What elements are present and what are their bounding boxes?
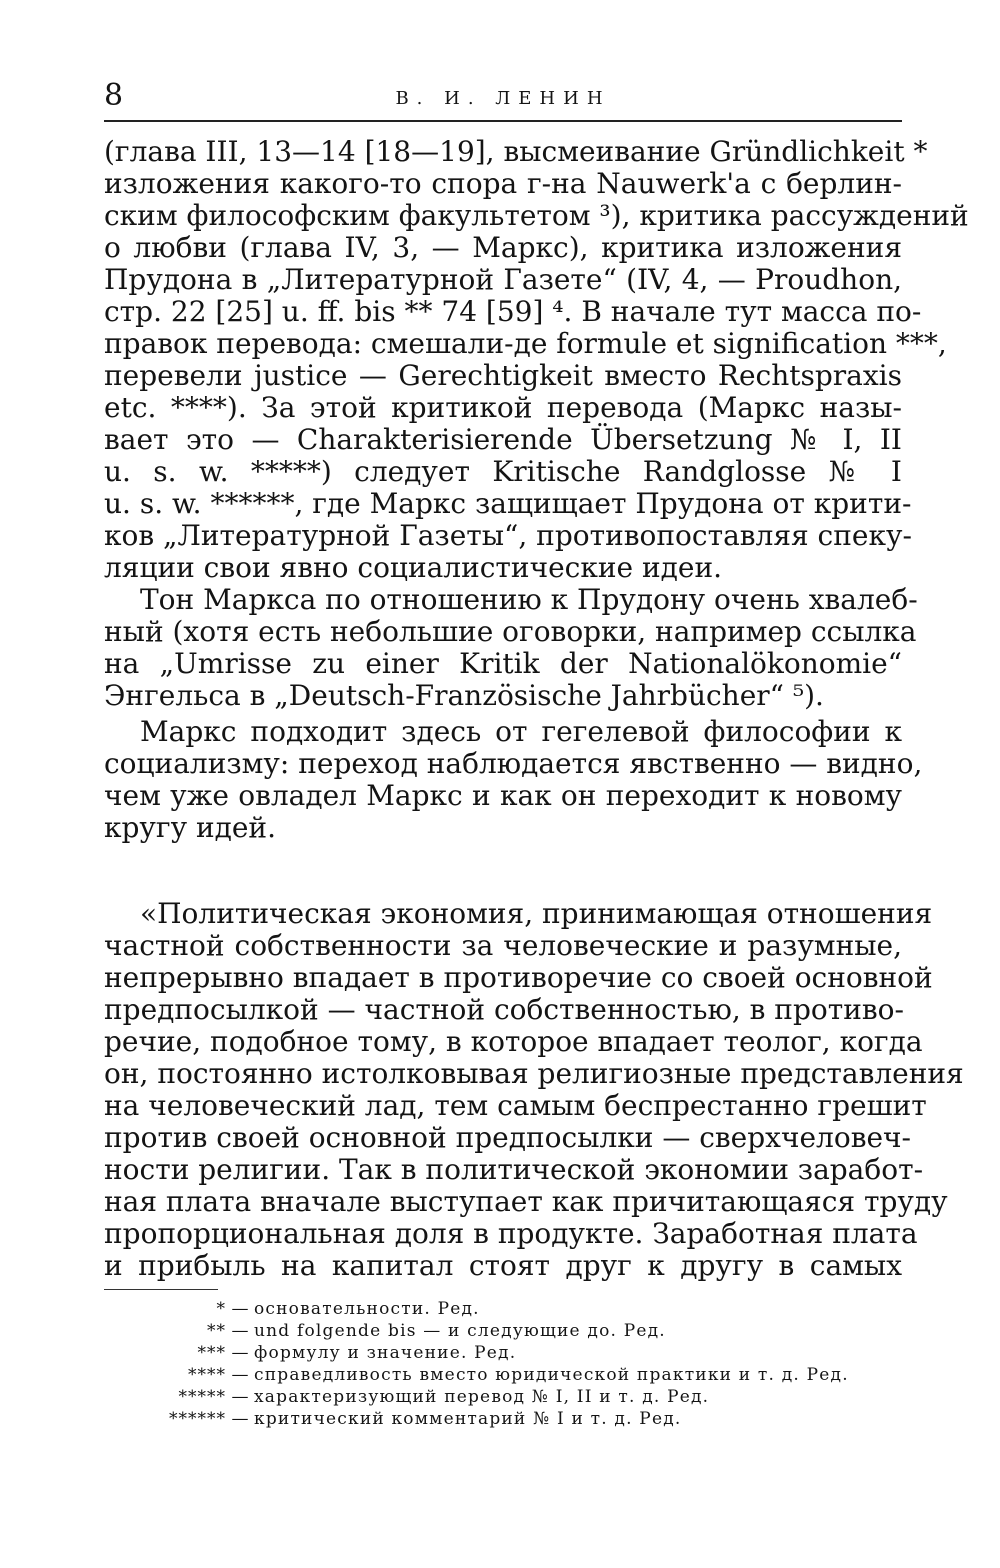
text-line: кругу идей.	[104, 811, 276, 844]
text-line: ляции свои явно социалистические идеи.	[104, 551, 723, 584]
text-line: против своей основной предпосылки — сверхчеловеч-	[104, 1121, 911, 1154]
text-line: Маркс подходит здесь от гегелевой философии к	[140, 715, 902, 748]
text-line: Тон Маркса по отношению к Прудону очень хвалеб-	[140, 583, 918, 616]
footnote: ** — und folgende bis — и следующие до. Ред.	[207, 1321, 666, 1341]
footnote-rule	[104, 1289, 218, 1290]
text-line: и прибыль на капитал стоят друг к другу в самых	[104, 1249, 902, 1282]
text-line: на человеческий лад, тем самым беспрестанно грешит	[104, 1089, 927, 1122]
paragraph-1	[104, 135, 969, 584]
text-line: Прудона в „Литературной Газете“ (IV, 4, — Proudhon,	[104, 263, 902, 296]
main-text	[104, 135, 969, 1282]
footnote: ***** — характеризующий перевод № I, II и т. д. Ред.	[178, 1387, 710, 1407]
page-number: 8	[104, 78, 124, 113]
paragraph-2	[104, 583, 918, 712]
footnote: * — основательности. Ред.	[216, 1299, 480, 1319]
text-line: предпосылкой — частной собственностью, в противо-	[104, 993, 904, 1026]
text-line: etc. ****). За этой критикой перевода (Маркс назы-	[104, 391, 902, 424]
text-line: перевели justice — Gerechtigkeit вместо Rechtspraxis	[104, 359, 902, 392]
text-line: ный (хотя есть небольшие оговорки, например ссылка	[104, 615, 917, 648]
text-line: изложения какого-то спора г-на Nauwerk'a с берлин-	[104, 167, 902, 200]
text-line: социализму: переход наблюдается явственно — видно,	[104, 747, 923, 780]
text-line: правок перевода: смешали-де formule et signification ***,	[104, 327, 947, 360]
footnote: *** — формулу и значение. Ред.	[197, 1343, 517, 1363]
text-line: пропорциональная доля в продукте. Заработная плата	[104, 1217, 918, 1250]
text-line: частной собственности за человеческие и разумные,	[104, 929, 902, 962]
text-line: на „Umrisse zu einer Kritik der Nationalökonomie“	[104, 647, 902, 680]
footnote: ****** — критический комментарий № I и т. д. Ред.	[169, 1409, 682, 1429]
text-line: чем уже овладел Маркс и как он переходит к новому	[104, 779, 902, 812]
text-line: о любви (глава IV, 3, — Маркс), критика изложения	[104, 231, 902, 264]
text-line: u. s. w. ******, где Маркс защищает Прудона от крити-	[104, 487, 912, 520]
text-line: Энгельса в „Deutsch-Französische Jahrbücher“ ⁵).	[104, 679, 824, 712]
footnotes	[104, 1298, 902, 1430]
text-line: ков „Литературной Газеты“, противопоставляя спеку-	[104, 519, 912, 552]
header-rule	[104, 120, 902, 122]
text-line: вает это — Charakterisierende Übersetzung № I, II	[104, 423, 902, 456]
text-line: непрерывно впадает в противоречие со своей основной	[104, 961, 933, 994]
text-line: ная плата вначале выступает как причитающаяся труду	[104, 1185, 948, 1218]
text-line: (глава III, 13—14 [18—19], высмеивание Gründlichkeit *	[104, 135, 928, 168]
text-line: «Политическая экономия, принимающая отношения	[140, 897, 933, 930]
text-line: стр. 22 [25] u. ff. bis ** 74 [59] ⁴. В начале тут масса по-	[104, 295, 922, 328]
footnote: **** — справедливость вместо юридической практики и т. д. Ред.	[188, 1365, 849, 1385]
quote-paragraph	[104, 897, 964, 1282]
running-header	[104, 78, 902, 118]
text-line: ности религии. Так в политической экономии заработ-	[104, 1153, 924, 1186]
running-head-author: В. И. ЛЕНИН	[395, 88, 611, 109]
text-line: он, постоянно истолковывая религиозные представления	[104, 1057, 964, 1090]
text-line: ским философским факультетом ³), критика рассуждений	[104, 199, 969, 232]
paragraph-3	[104, 715, 923, 844]
text-line: u. s. w. *****) следует Kritische Randglosse № I	[104, 455, 902, 488]
text-line: речие, подобное тому, в которое впадает теолог, когда	[104, 1025, 923, 1058]
